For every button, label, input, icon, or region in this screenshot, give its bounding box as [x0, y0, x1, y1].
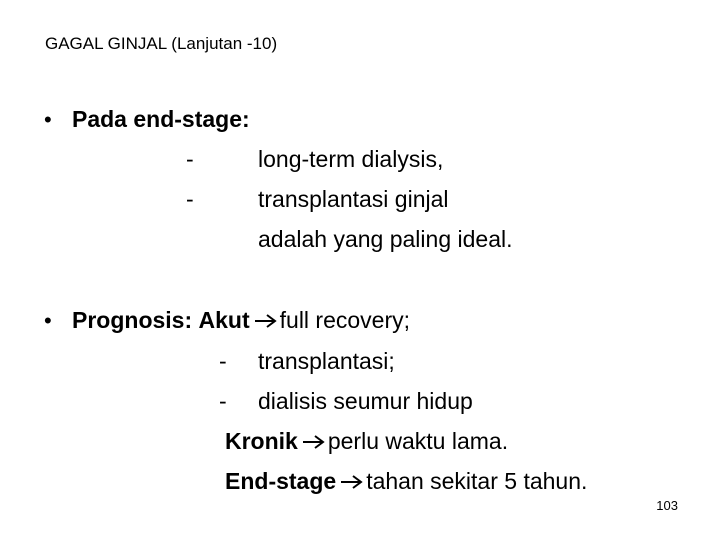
endstage-label: End-stage [225, 468, 337, 494]
akut-label: Akut [198, 307, 250, 333]
endstage-line [225, 470, 587, 493]
dash-marker: - [219, 388, 227, 414]
bullet2-line-akut [72, 309, 410, 332]
bullet1-item-transplant: transplantasi ginjal [258, 186, 449, 212]
bullet-marker: • [44, 107, 52, 132]
bullet-marker: • [44, 308, 52, 333]
dash-marker: - [186, 146, 194, 172]
bullet1-item-ideal: adalah yang paling ideal. [258, 226, 513, 252]
kronik-result: perlu waktu lama. [327, 428, 509, 454]
bullet1-item-dialysis: long-term dialysis, [258, 146, 444, 172]
prognosis-item-transplant: transplantasi; [258, 348, 395, 374]
akut-result: full recovery; [279, 307, 411, 333]
dash-marker: - [186, 186, 194, 212]
kronik-label: Kronik [225, 428, 298, 454]
page-number: 103 [656, 498, 678, 513]
bullet1-label: Pada end-stage: [72, 106, 250, 132]
right-arrow-icon [340, 474, 364, 490]
dash-marker: - [219, 348, 227, 374]
kronik-line [225, 430, 508, 453]
bullet2-label: Prognosis: [72, 307, 193, 333]
endstage-result: tahan sekitar 5 tahun. [366, 468, 588, 494]
right-arrow-icon [254, 313, 278, 329]
prognosis-item-dialysis: dialisis seumur hidup [258, 388, 473, 414]
slide-header: GAGAL GINJAL (Lanjutan -10) [45, 34, 278, 53]
right-arrow-icon [302, 434, 326, 450]
